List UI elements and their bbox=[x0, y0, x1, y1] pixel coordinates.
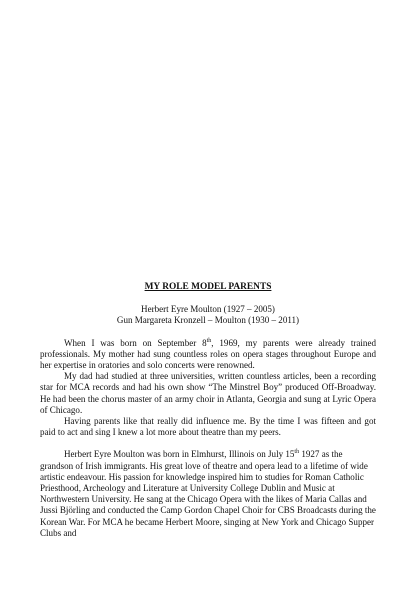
document-title: MY ROLE MODEL PARENTS bbox=[144, 282, 272, 292]
paragraph-birth-text-a: When I was born on September 8 bbox=[64, 337, 207, 348]
paragraph-herbert-bio bbox=[40, 449, 376, 539]
subtitle-father: Herbert Eyre Moulton (1927 – 2005) bbox=[141, 304, 275, 315]
paragraph-influence: Having parents like that really did influence me. By the time I was fifteen and got paid to act and sing I knew a lot more about theatre than my peers. bbox=[40, 416, 376, 438]
paragraph-herbert-bio-text-b: 1927 as the grandson of Irish immigrants. His great love of theatre and opera lead to a lifetime of wide artistic endeavour. His passion for knowledge inspired him to studies for Roman Catholic Priesthood, Archeology and Literature at University College Dublin and Music at Northwestern University. He sang at the Chicago Opera with the likes of Maria Callas and Jussi Björling and conducted the Camp Gordon Chapel Choir for CBS Broadcasts during the Korean War. For MCA he became Herbert Moore, singing at New York and Chicago Supper Clubs and bbox=[40, 449, 376, 538]
paragraph-birth-text-b: , 1969, my parents were already trained professionals. My mother had sung countless roles on opera stages throughout Europe and her expertise in oratories and solo concerts were renowned. bbox=[40, 337, 376, 371]
superscript-th: th bbox=[294, 449, 300, 456]
subtitle-mother: Gun Margareta Kronzell – Moulton (1930 – 2011) bbox=[116, 315, 300, 326]
paragraph-birth bbox=[40, 338, 376, 372]
subtitle-block bbox=[40, 304, 376, 326]
paragraph-herbert-bio-text-a: Herbert Eyre Moulton was born in Elmhurst, Illinois on July 15 bbox=[64, 449, 295, 460]
document-content bbox=[40, 282, 376, 539]
paragraph-gap bbox=[40, 438, 376, 449]
superscript-th: th bbox=[206, 337, 212, 344]
paragraph-dad-studies: My dad had studied at three universities, written countless articles, been a recording star for MCA records and had his own show “The Minstrel Boy” produced Off-Broadway. He had been the chorus master of an army choir in Atlanta, Georgia and sung at Lyric Opera of Chicago. bbox=[40, 371, 376, 415]
